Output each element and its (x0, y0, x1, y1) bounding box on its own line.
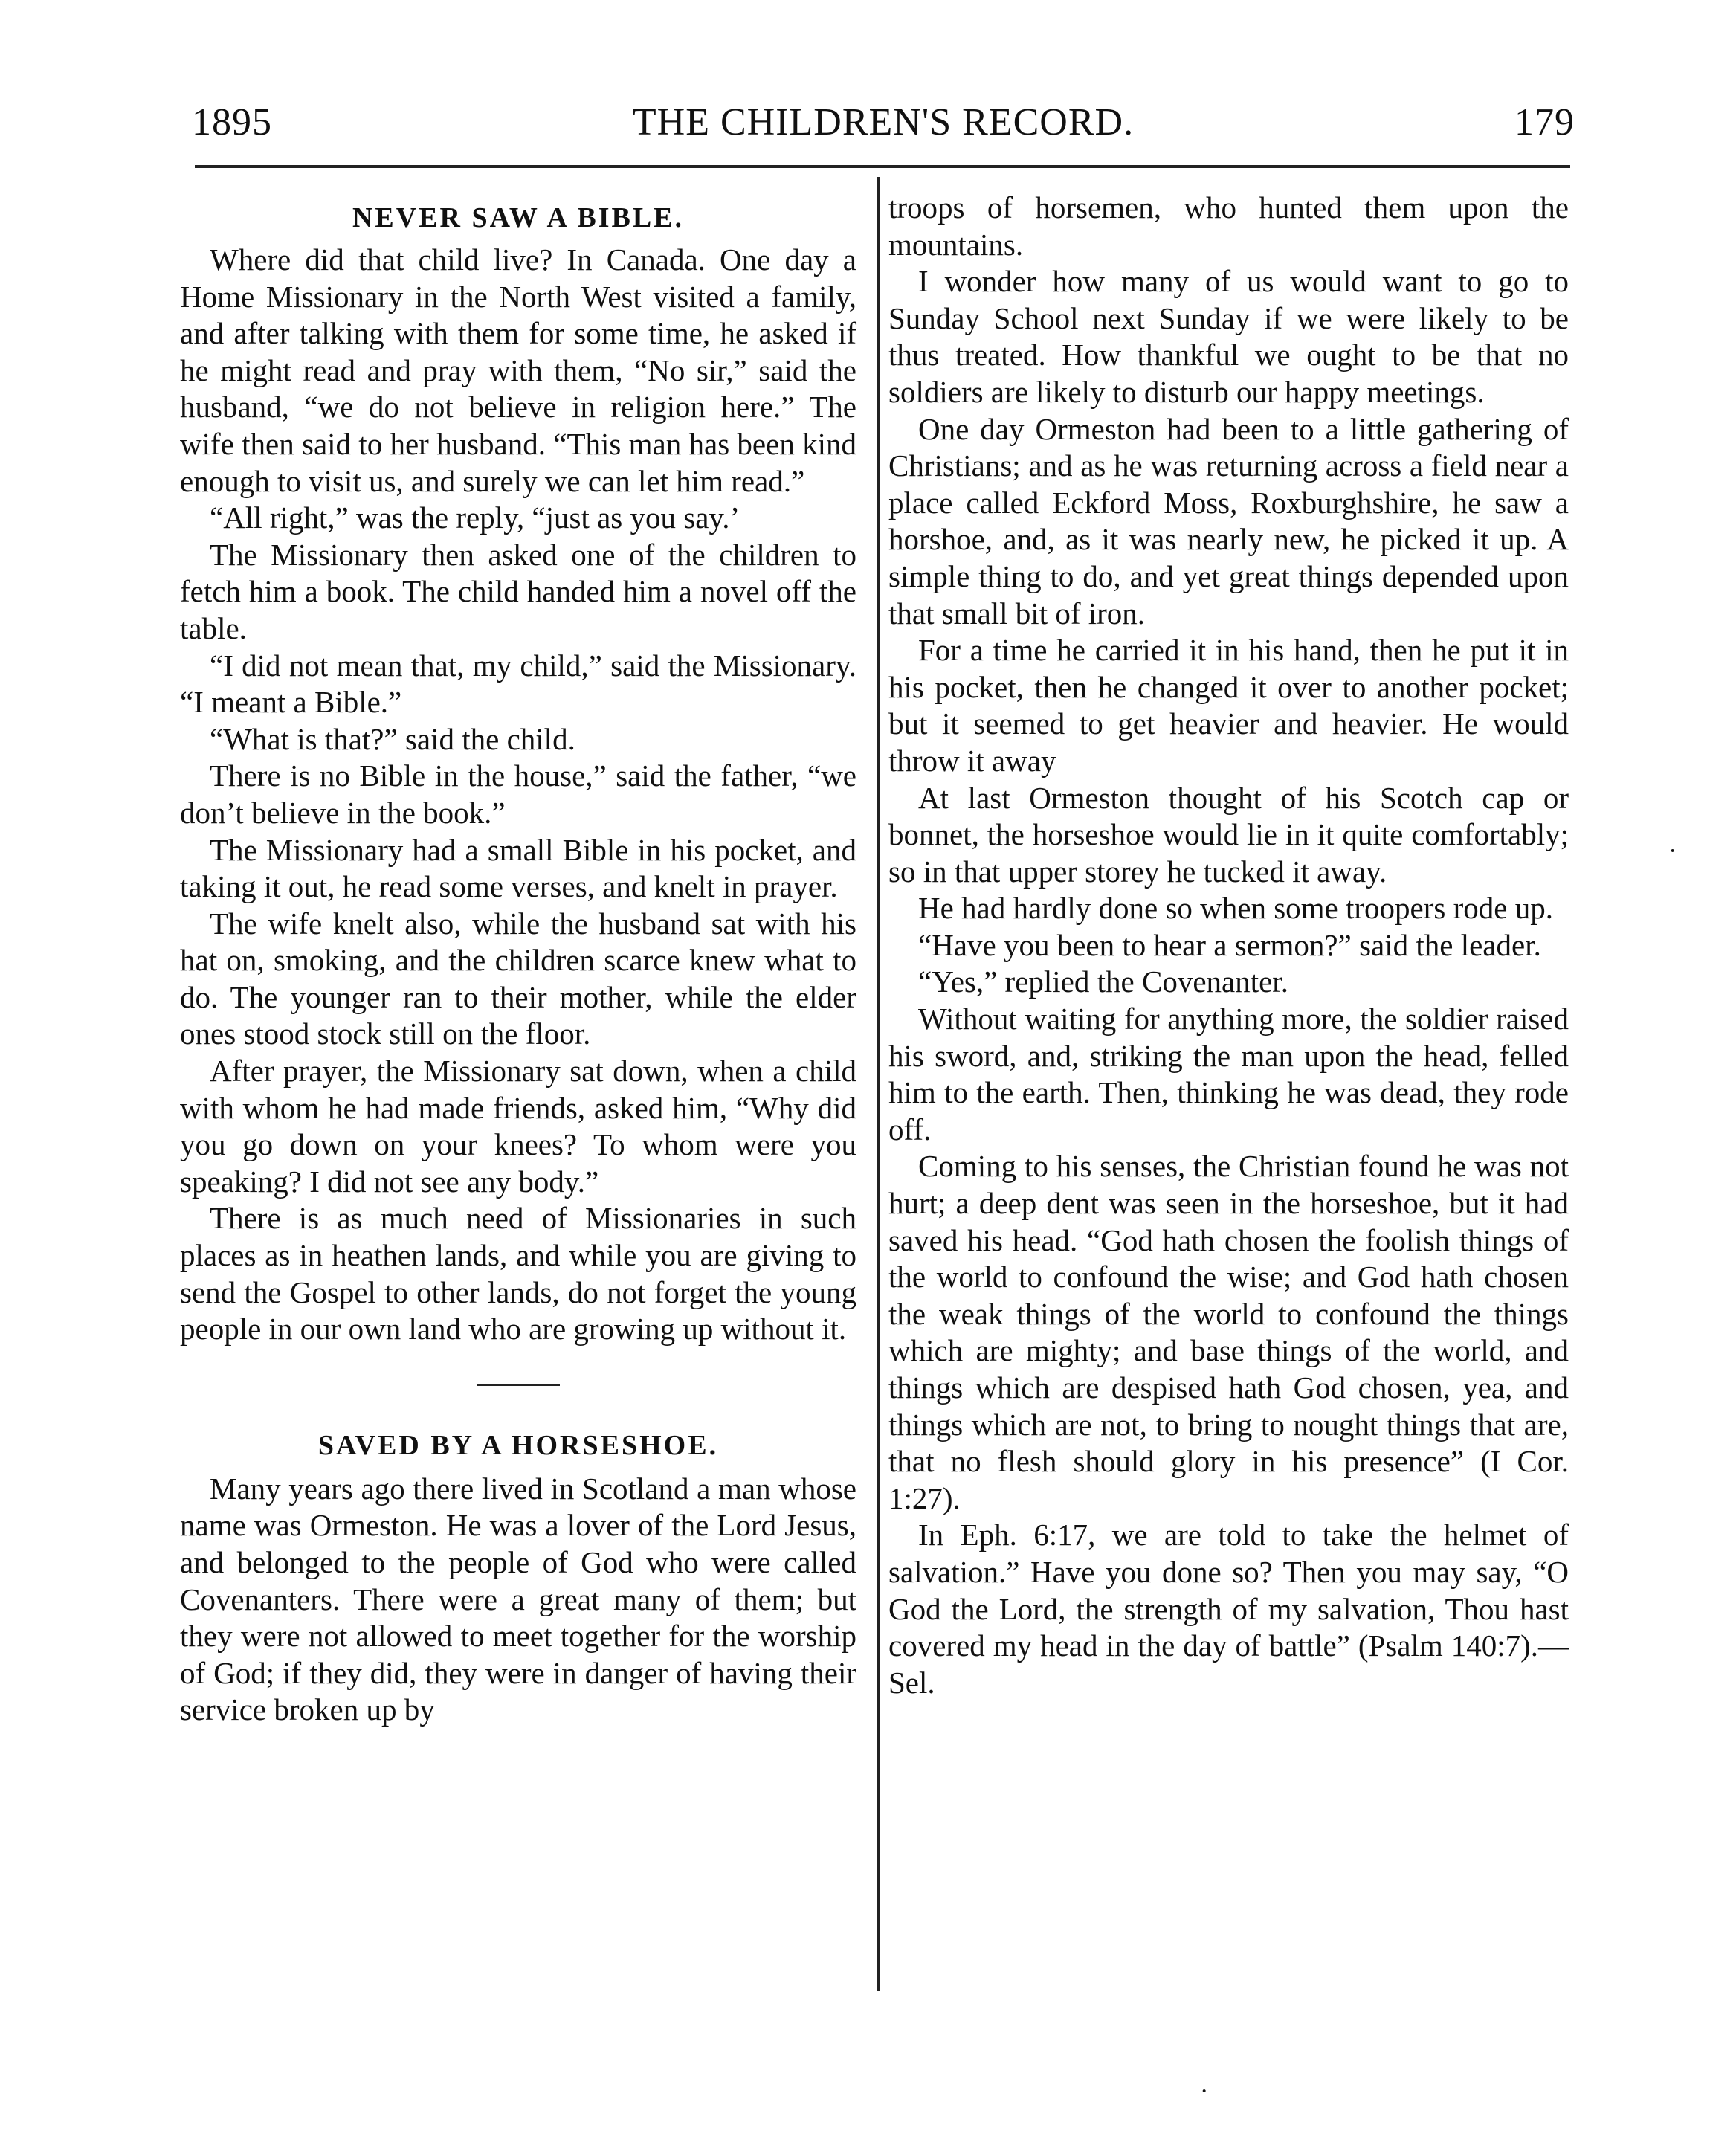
print-speck: · (1668, 837, 1677, 865)
left-column (180, 190, 856, 1729)
paragraph: In Eph. 6:17, we are told to take the helmet of salvation.” Have you done so? Then you may say, “O God the Lord, the strength of my salvation, Thou hast covered my head in the day of battle” (Psalm 140:7).—Sel. (888, 1518, 1569, 1700)
section-divider (477, 1384, 560, 1386)
paragraph: One day Ormeston had been to a little gathering of Christians; and as he was returning across a field near a place called Eckford Moss, Roxburghshire, he saw a horshoe, and, as it was nearly new, he picked it up. A simple thing to do, and yet great things depended upon that small bit of iron. (888, 411, 1569, 631)
paragraph-continued: troops of horsemen, who hunted them upon the mountains. (888, 190, 1569, 262)
paragraph: Without waiting for anything more, the soldier raised his sword, and, striking the man upon the head, felled him to the earth. Then, thinking he was dead, they rode off. (888, 1002, 1569, 1147)
article-title-saved-by-a-horseshoe: SAVED BY A HORSESHOE. (317, 1429, 719, 1461)
page-year: 1895 (192, 101, 272, 144)
paragraph: The Missionary then asked one of the children to fetch him a book. The child handed him a novel off the table. (180, 537, 856, 645)
page-number: 179 (1514, 101, 1575, 144)
paragraph: “All right,” was the reply, “just as you say.’ (210, 500, 740, 535)
paragraph: “Have you been to hear a sermon?” said the leader. (918, 927, 1541, 962)
paragraph: Coming to his senses, the Christian found he was not hurt; a deep dent was seen in the horseshoe, but it had saved his head. “God hath chosen the foolish things of the world to confound the wise; and God hath chosen the weak things of the world to confound the things which are mighty; and base things of the world, and things which are despised hath God chosen, yea, and things which are not, to bring to nought things that are, that no flesh should glory in his presence” (I Cor. 1:27). (888, 1149, 1569, 1515)
print-speck: · (1200, 2077, 1209, 2105)
page-header (192, 97, 1575, 149)
paragraph: At last Ormeston thought of his Scotch cap or bonnet, the horseshoe would lie in it quite comfortably; so in that upper storey he tucked it away. (888, 780, 1569, 889)
paragraph: He had hardly done so when some troopers rode up. (918, 891, 1553, 926)
article-title-never-saw-a-bible: NEVER SAW A BIBLE. (352, 202, 685, 233)
paragraph: The wife knelt also, while the husband sat with his hat on, smoking, and the children scarce knew what to do. The younger ran to their mother, while the elder ones stood stock still on the floor. (180, 906, 856, 1051)
paragraph: Where did that child live? In Canada. One day a Home Missionary in the North West visited a family, and after talking with them for some time, he asked if he might read and pray with them, “No sir,” said the husband, “we do not believe in religion here.” The wife then said to her husband. “This man has been kind enough to visit us, and surely we can let him read.” (180, 242, 856, 498)
paragraph: I wonder how many of us would want to go to Sunday School next Sunday if we were likely to be thus treated. How thankful we ought to be that no soldiers are likely to disturb our happy meetings. (888, 264, 1569, 409)
right-column (888, 190, 1569, 1701)
paragraph: “What is that?” said the child. (210, 721, 575, 756)
paragraph: There is no Bible in the house,” said the father, “we don’t believe in the book.” (180, 758, 856, 830)
paragraph: There is as much need of Missionaries in such places as in heathen lands, and while you are giving to send the Gospel to other lands, do not forget the young people in our own land who are growing up without it. (180, 1201, 856, 1347)
paragraph: After prayer, the Missionary sat down, when a child with whom he had made friends, asked him, “Why did you go down on your knees? To whom were you speaking? I did not see any body.” (180, 1054, 856, 1199)
paragraph: Many years ago there lived in Scotland a man whose name was Ormeston. He was a lover of the Lord Jesus, and belonged to the people of God who were called Covenanters. There were a great many of them; but they were not allowed to meet together for the worship of God; if they did, they were in danger of having their service broken up by (180, 1471, 856, 1727)
header-rule (195, 165, 1570, 168)
paragraph: For a time he carried it in his hand, then he put it in his pocket, then he changed it over to another pocket; but it seemed to get heavier and heavier. He would throw it away (888, 633, 1569, 778)
paragraph: The Missionary had a small Bible in his pocket, and taking it out, he read some verses, and knelt in prayer. (180, 832, 856, 904)
paragraph: “I did not mean that, my child,” said the Missionary. “I meant a Bible.” (180, 648, 856, 720)
paragraph: “Yes,” replied the Covenanter. (918, 964, 1288, 999)
page-title: THE CHILDREN'S RECORD. (632, 101, 1135, 144)
column-divider (877, 177, 880, 1991)
